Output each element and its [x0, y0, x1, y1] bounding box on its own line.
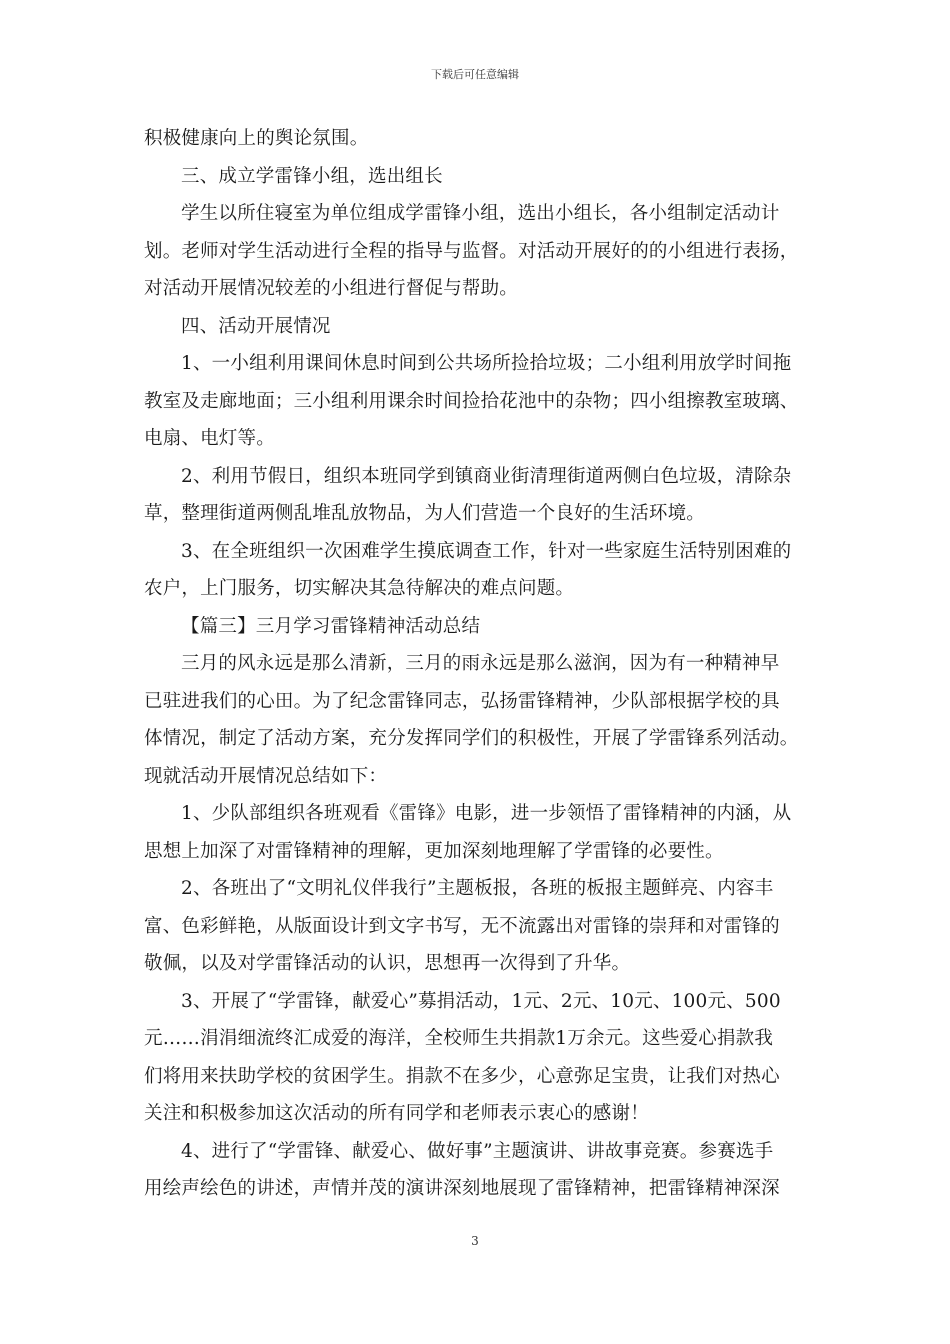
text-line: 3、开展了“学雷锋，献爱心”募捐活动，1元、2元、10元、100元、500: [181, 990, 781, 1012]
text-line: 1、一小组利用课间休息时间到公共场所捡拾垃圾；二小组利用放学时间拖: [181, 353, 792, 374]
text-line: 三、成立学雷锋小组，选出组长: [181, 165, 443, 187]
text-line: 2、各班出了“文明礼仪伴我行”主题板报，各班的板报主题鲜亮、内容丰: [181, 878, 774, 899]
text-line: 4、进行了“学雷锋、献爱心、做好事”主题演讲、讲故事竞赛。参赛选手: [181, 1140, 774, 1162]
text-line: 3、在全班组织一次困难学生摸底调查工作，针对一些家庭生活特别困难的: [181, 540, 792, 562]
document-body: [144, 120, 814, 1208]
text-line: 们将用来扶助学校的贫困学生。捐款不在多少，心意弥足宝贵，让我们对热心: [144, 1065, 780, 1087]
text-line: 现就活动开展情况总结如下：: [144, 765, 388, 787]
text-line: 思想上加深了对雷锋精神的理解，更加深刻地理解了学雷锋的必要性。: [144, 840, 724, 862]
page-header: 下载后可任意编辑: [431, 68, 519, 81]
text-line: 【篇三】三月学习雷锋精神活动总结: [181, 615, 481, 637]
text-line: 富、色彩鲜艳，从版面设计到文字书写，无不流露出对雷锋的崇拜和对雷锋的: [144, 915, 780, 937]
text-line: 农户，上门服务，切实解决其急待解决的难点问题。: [144, 578, 575, 599]
text-line: 四、活动开展情况: [181, 315, 331, 337]
text-line: 已驻进我们的心田。为了纪念雷锋同志，弘扬雷锋精神，少队部根据学校的具: [144, 690, 780, 712]
text-line: 草，整理街道两侧乱堆乱放物品，为人们营造一个良好的生活环境。: [144, 503, 706, 524]
text-line: 敬佩，以及对学雷锋活动的认识，思想再一次得到了升华。: [144, 953, 631, 974]
text-line: 元……涓涓细流终汇成爱的海洋，全校师生共捐款1万余元。这些爱心捐款我: [144, 1028, 774, 1049]
text-line: 1、少队部组织各班观看《雷锋》电影，进一步领悟了雷锋精神的内涵，从: [181, 803, 792, 824]
text-line: 积极健康向上的舆论氛围。: [144, 128, 369, 149]
text-line: 教室及走廊地面；三小组利用课余时间捡拾花池中的杂物；四小组擦教室玻璃、: [144, 390, 799, 412]
text-line: 2、利用节假日，组织本班同学到镇商业街清理街道两侧白色垃圾，清除杂: [181, 465, 792, 487]
text-line: 电扇、电灯等。: [144, 428, 275, 449]
text-line: 学生以所住寝室为单位组成学雷锋小组，选出小组长，各小组制定活动计: [181, 203, 780, 224]
text-line: 用绘声绘色的讲述，声情并茂的演讲深刻地展现了雷锋精神，把雷锋精神深深: [144, 1178, 780, 1199]
text-line: 划。老师对学生活动进行全程的指导与监督。对活动开展好的的小组进行表扬，: [144, 240, 799, 262]
text-line: 体情况，制定了活动方案，充分发挥同学们的积极性，开展了学雷锋系列活动。: [144, 728, 799, 749]
text-line: 三月的风永远是那么清新，三月的雨永远是那么滋润，因为有一种精神早: [181, 653, 780, 674]
text-line: 关注和积极参加这次活动的所有同学和老师表示衷心的感谢！: [144, 1103, 649, 1124]
text-line: 对活动开展情况较差的小组进行督促与帮助。: [144, 278, 519, 299]
page-number: 3: [471, 1234, 479, 1248]
